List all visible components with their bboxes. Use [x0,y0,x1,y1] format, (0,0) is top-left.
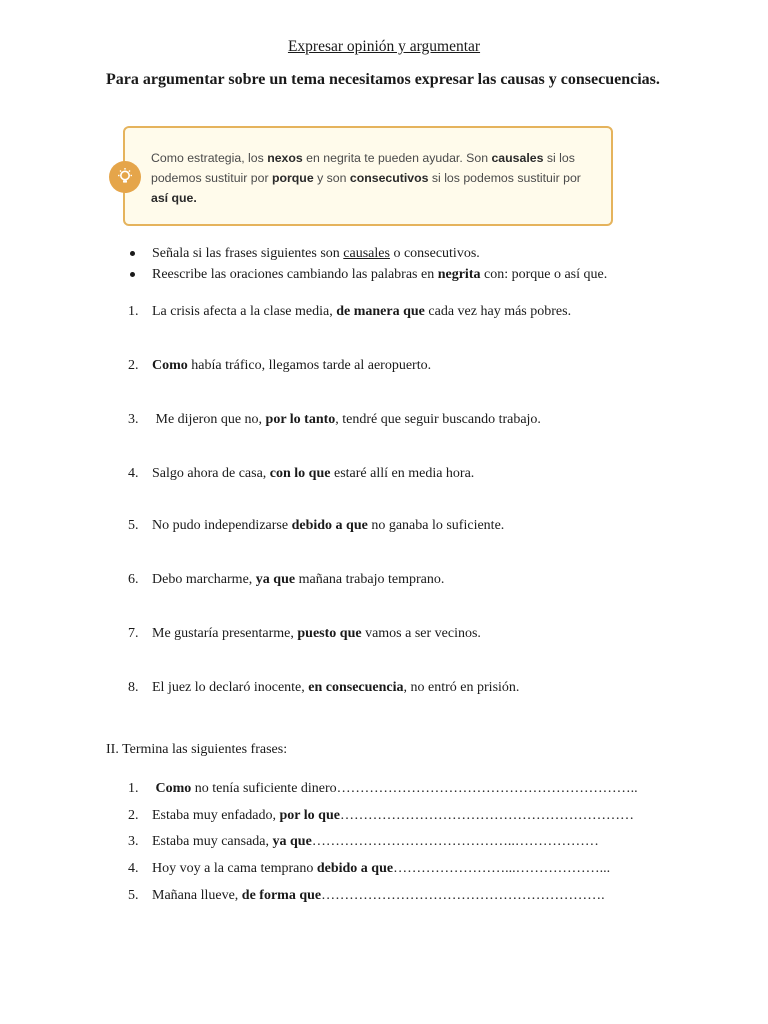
exercise-sentence: 3. Me dijeron que no, por lo tanto, tendré que seguir buscando trabajo. [128,412,541,427]
exercise-sentence: 5. No pudo independizarse debido a que no ganaba lo suficiente. [128,518,505,533]
exercise-sentence: 6. Debo marcharme, ya que mañana trabajo temprano. [128,572,445,587]
exercise-sentence: 2. Como había tráfico, llegamos tarde al aeropuerto. [128,358,432,373]
exercise-sentence: 8. El juez lo declaró inocente, en consecuencia, no entró en prisión. [128,680,520,695]
completion-item: 5. Mañana llueve, de forma que……………………………………………………. [128,888,605,903]
page-title: Expresar opinión y argumentar [287,38,481,55]
completion-item: 3. Estaba muy cansada, ya que……………………………………..……………… [128,834,599,849]
completion-item: 1. Como no tenía suficiente dinero……………………………………………………….. [128,781,638,796]
exercise-sentence: 7. Me gustaría presentarme, puesto que vamos a ser vecinos. [128,626,481,641]
tip-box [123,126,613,226]
lightbulb-icon [109,161,141,193]
completion-item: 4. Hoy voy a la cama temprano debido a que……………………...………………... [128,861,611,876]
exercise-sentence: 1. La crisis afecta a la clase media, de manera que cada vez hay más pobres. [128,304,572,319]
instruction-list [130,243,607,285]
tip-text: Como estrategia, los nexos en negrita te pueden ayudar. Son causales si los podemos sustituir por porque y son consecutivos si los podemos sustituir por así que. [151,151,581,205]
instruction-item: Señala si las frases siguientes son causales o consecutivos. [130,243,607,264]
instruction-item: Reescribe las oraciones cambiando las palabras en negrita con: porque o así que. [130,264,607,285]
section-two-title: II. Termina las siguientes frases: [106,742,288,757]
completion-item: 2. Estaba muy enfadado, por lo que……………………………………………………… [128,808,634,823]
intro-heading: Para argumentar sobre un tema necesitamos expresar las causas y consecuencias. [106,71,660,88]
exercise-sentence: 4. Salgo ahora de casa, con lo que estaré allí en media hora. [128,466,475,481]
